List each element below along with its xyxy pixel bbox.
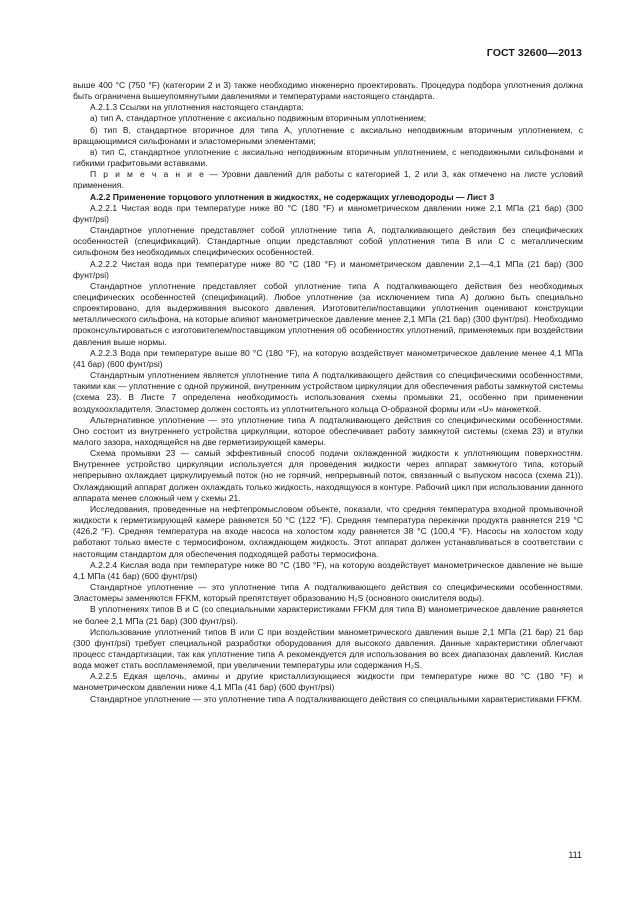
- paragraph: Использование уплотнений типов В или С при воздействии манометрического давления выше 2,1 МПа (21 бар) 21 бар (300 фунт/psi) требует специальной разработки оборудования для высокого давления. Данные характеристики облегчают процесс стандартизации, так как уплотнение типа А рекомендуется для использования во всех диапазонах давлений. Кислая вода может стать воспламеняемой, при увеличении температуры или содержания H₂S.: [73, 626, 583, 671]
- paragraph: A.2.2.2 Чистая вода при температуре ниже 80 °С (180 °F) и манометрическом давлении 2,1—4,1 МПа (21 бар) (300 фунт/psi): [73, 258, 583, 280]
- section-heading: A.2.2 Применение торцового уплотнения в жидкостях, не содержащих углеводороды — Лист 3: [90, 191, 495, 202]
- standard-header: ГОСТ 32600—2013: [486, 47, 582, 59]
- list-item: в) тип С, стандартное уплотнение с аксиально неподвижным вторичным уплотнением, с неподвижными сильфонами и гибкими графитовыми вставками.: [73, 146, 583, 169]
- note-text: — Уровни давлений для работы с категорией 1, 2 или 3, как отмечено на листе условий применения.: [73, 169, 584, 191]
- paragraph: A.2.2.5 Едкая щелочь, амины и другие кристаллизующиеся жидкости при температуре ниже 80 °С (180 °F) и манометрическом давлении ниже 4,1 МПа (41 бар) (600 фунт/psi): [73, 671, 583, 693]
- paragraph: выше 400 °С (750 °F) (категории 2 и 3) также необходимо инженерно проектировать. Процедура подбора уплотнения должна быть ограничена вышеупомянутыми давлениями и температурами настоящего стандарта.: [73, 80, 583, 102]
- paragraph: Стандартное уплотнение — это уплотнение типа А подталкивающего действия со специфическими особенностями. Эластомеры заменяются FFKM, который препятствует образованию H₂S (основного окислителя воды).: [73, 582, 583, 604]
- body-text: [73, 80, 583, 705]
- paragraph: A.2.1.3 Ссылки на уплотнения настоящего стандарта:: [90, 102, 304, 113]
- paragraph: A.2.2.3 Вода при температуре выше 80 °С (180 °F), на которую воздействует манометрическое давление менее 4,1 МПа (41 бар) (600 фунт/psi): [73, 347, 583, 369]
- paragraph: В уплотнениях типов В и С (со специальными характеристиками FFKM для типа В) манометрическое давление равняется не более 2,1 МПа (21 бар) (300 фунт/psi).: [73, 604, 583, 626]
- paragraph: Альтернативное уплотнение — это уплотнение типа А подталкивающего действия со специфическими особенностями. Оно состоит из внутреннего устройства циркуляции, которое обеспечивает работу замкнутой системы (схема 23) и втулки малого зазора, находящейся на две герметизирующей камеры.: [73, 414, 583, 447]
- note-label: П р и м е ч а н и е: [90, 169, 206, 180]
- paragraph: Стандартным уплотнением является уплотнение типа А подталкивающего действия со специфическими особенностями, такими как — уплотнение с одной пружиной, внутренним устройством циркуляции для обеспечения работы замкнутой системы (схема 23). В Листе 7 определена необходимость использования схемы промывки 21, особенно при применении воздухоохладителя. Эластомер должен состоять из уплотнительного кольца О-образной формы или «U» манжеткой.: [73, 370, 583, 414]
- paragraph: Стандартное уплотнение — это уплотнение типа А подталкивающего действия со специальными характеристиками FFKM.: [90, 693, 583, 704]
- paragraph: Стандартное уплотнение представляет собой уплотнение типа А, подталкивающего действия без специфических особенностей (спецификаций). Стандартные опции представляют собой уплотнения типа В или С с металлическим сильфоном без необходимых специфических особенностей.: [73, 225, 583, 258]
- paragraph: Стандартное уплотнение представляет собой уплотнение типа А подталкивающего действия без необходимых специфических особенностей (спецификаций). Любое уплотнение (за исключением типа А) должно быть специально спроектировано, для выдерживания высокого давления. Изготовители/поставщики уплотнения оценивают конструкции металлического сильфона, на которые влияют манометрическое давление менее 2,1 МПа (21 бар) (300 фунт/psi). Необходимо проконсультироваться с изготовителем/поставщиком уплотнения об особенностях уплотнений, применяемых при воздействии давления выше нормы.: [73, 280, 583, 347]
- paragraph: Схема промывки 23 — самый эффективный способ подачи охлажденной жидкости к уплотняющим поверхностям. Внутреннее устройство циркуляции используется для проведения жидкости через аппарат замкнутого типа, который непрерывно охлаждает циркулируемый поток (но не горячий, непрерывный поток, связанный с выпуском насоса (схема 21)). Охлаждающий аппарат должен охлаждать только жидкость, находящуюся в контуре. Рабочий цикл при использовании данного аппарата менее сложный чем у схемы 21.: [73, 448, 583, 503]
- page-number: 111: [568, 850, 582, 860]
- paragraph: A.2.2.4 Кислая вода при температуре ниже 80 °С (180 °F), на которую воздействует манометрическое давление не выше 4,1 МПа (41 бар) (600 фунт/psi): [73, 559, 583, 581]
- list-item: б) тип В, стандартное вторичное для типа А, уплотнение с аксиально неподвижным вторичным уплотнением, с вращающимися сильфонами и эластомерными элементами;: [73, 124, 583, 146]
- list-item: а) тип А, стандартное уплотнение с аксиально подвижным вторичным уплотнением;: [90, 113, 427, 124]
- note: [73, 169, 583, 191]
- paragraph: Исследования, проведенные на нефтепромысловом объекте, показали, что средняя температура входной промывочной жидкости к герметизирующей камере равняется 50 °С (122 °F). Средняя температура перекачки продукта равняется 219 °С (426,2 °F). Средняя температура на входе насоса на холостом ходу равняется 38 °С (100,4 °F). Насосы на холостом ходу работают только вместе с термосифоном, охлаждающем жидкость. Этот аппарат должен устанавливаться в соответствии с настоящим стандартом для обеспечения подходящей работы термосифона.: [73, 503, 583, 559]
- paragraph: A.2.2.1 Чистая вода при температуре ниже 80 °С (180 °F) и манометрическом давлении ниже 2,1 МПа (21 бар) (300 фунт/psi): [73, 202, 583, 224]
